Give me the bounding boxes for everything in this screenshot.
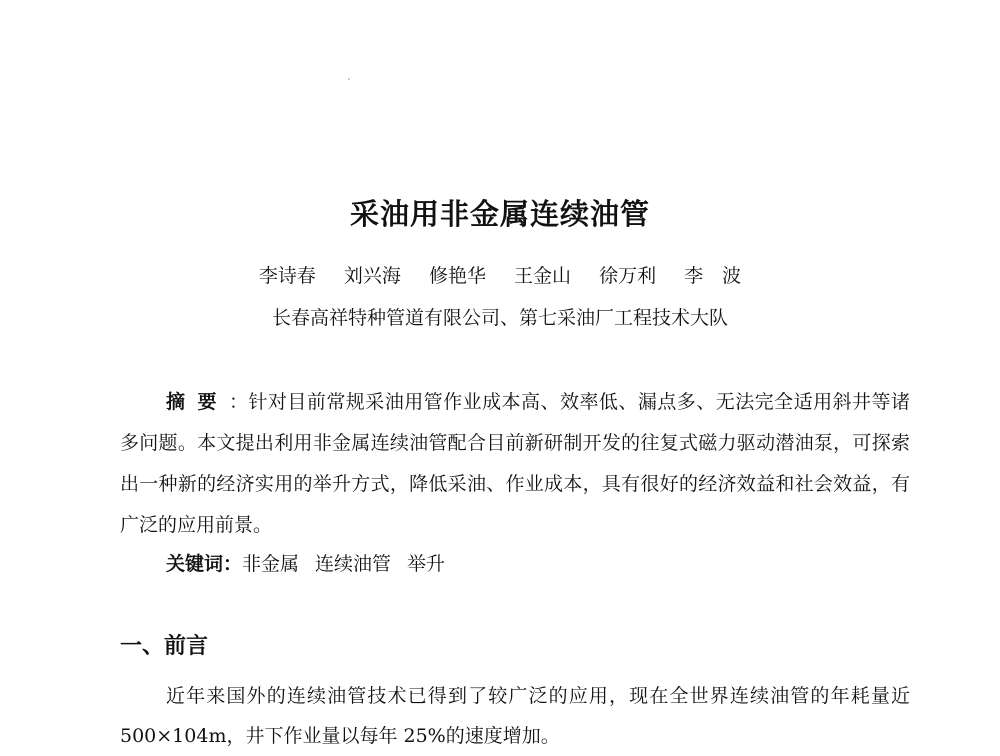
author-name: 李诗春 <box>258 265 316 287</box>
author-name: 刘兴海 <box>343 265 401 287</box>
affiliation: 长春高祥特种管道有限公司、第七采油厂工程技术大队 <box>271 307 728 329</box>
abstract-paragraph <box>120 382 910 546</box>
author-list <box>0 262 1000 290</box>
keyword: 连续油管 <box>315 553 392 575</box>
author-name: 修艳华 <box>428 265 486 287</box>
scan-speck <box>348 78 350 80</box>
paper-title: 采油用非金属连续油管 <box>349 197 650 231</box>
abstract-separator: ： <box>228 391 249 413</box>
author-name: 徐万利 <box>599 265 657 287</box>
author-name: 李 波 <box>684 265 742 287</box>
author-name: 王金山 <box>514 265 572 287</box>
section-heading: 一、前言 <box>120 634 209 659</box>
abstract-text: 针对目前常规采油用管作业成本高、效率低、漏点多、无法完全适用斜井等诸多问题。本文提出利用非金属连续油管配合目前新研制开发的往复式磁力驱动潜油泵，可探索出一种新的经济实用的举升方式，降低采油、作业成本，具有很好的经济效益和社会效益，有广泛的应用前景。 <box>120 391 910 536</box>
keyword: 非金属 <box>242 553 300 575</box>
keyword: 举升 <box>407 553 446 575</box>
abstract-label: 摘要 <box>166 391 229 413</box>
keywords-label: 关键词： <box>166 553 243 575</box>
intro-paragraph: 近年来国外的连续油管技术已得到了较广泛的应用，现在全世界连续油管的年耗量近 500×104m，井下作业量以每年 25%的速度增加。 <box>120 685 910 747</box>
keywords-line <box>166 550 461 578</box>
